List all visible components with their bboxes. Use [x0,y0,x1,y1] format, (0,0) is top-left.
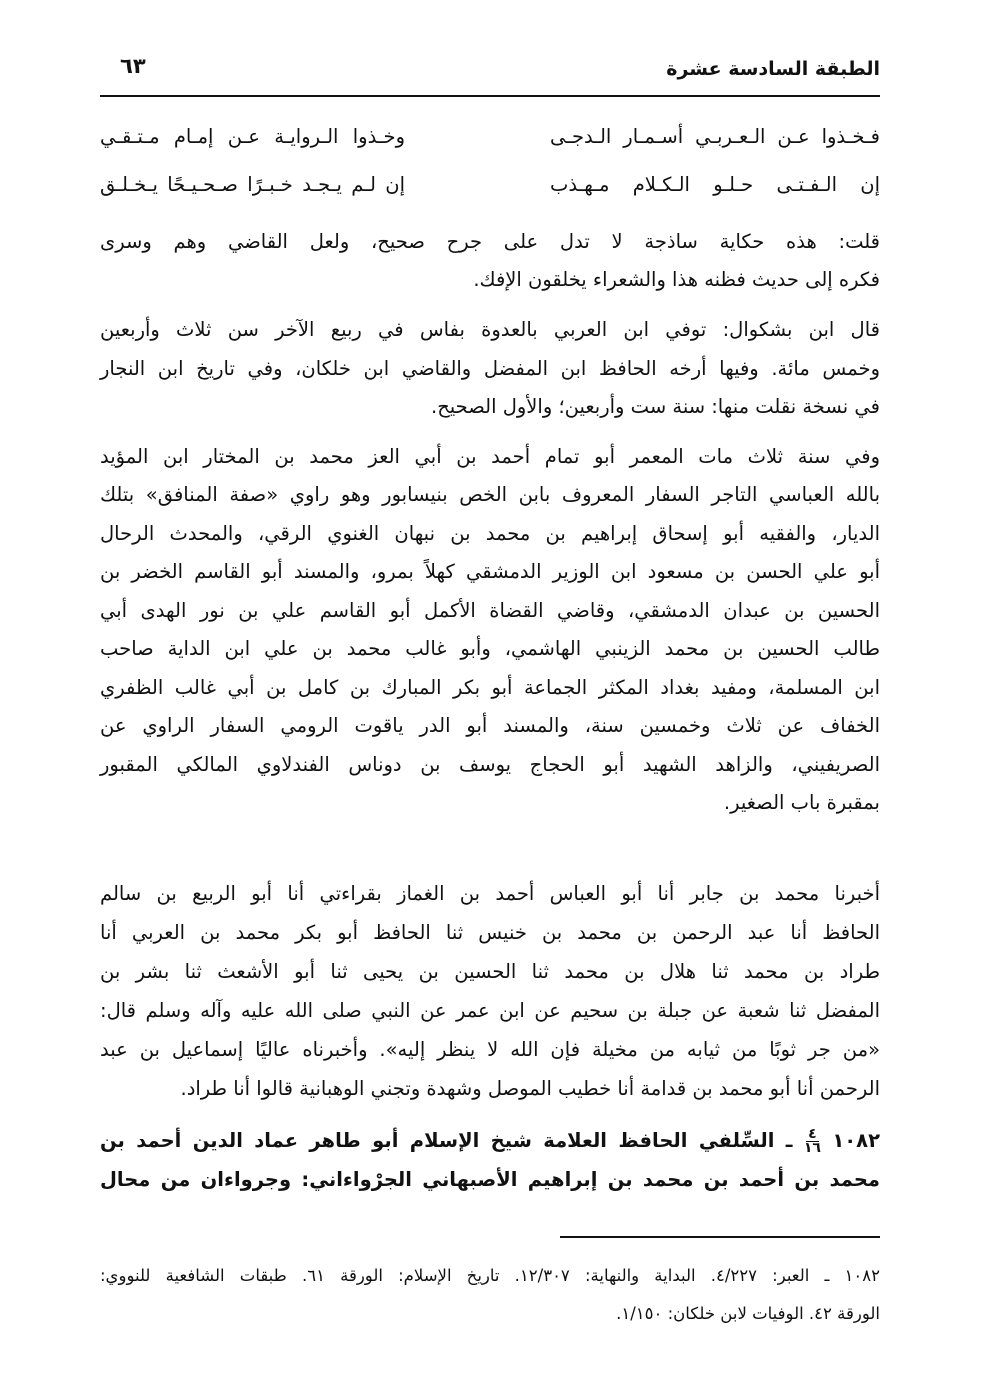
paragraph-3-line: بالله العباسي التاجر السفار المعروف بابن الخص بنيسابور وهو راوي «صفة المنافق» بتلك [100,483,880,506]
entry-number: ١٠٨٢ [832,1129,880,1152]
paragraph-3-line: بمقبرة باب الصغير. [723,791,880,814]
entry-fraction [804,1128,821,1155]
entry-title: ـ السِّلفي الحافظ العلامة شيخ الإسلام أبو طاهر عماد الدين أحمد بن [100,1129,793,1152]
paragraph-3-line: الحسين بن عبدان الدمشقي، وقاضي القضاة الأكمل أبو القاسم علي بن نور الهدى أبي [100,599,880,622]
header-rule [100,95,880,97]
paragraph-3-line: طالب الحسين بن محمد الزينبي الهاشمي، وأبو غالب محمد بن علي ابن الداية صاحب [100,637,880,660]
entry-heading-line-2: محمد بن أحمد بن محمد بن إبراهيم الأصبهاني الجرْواءاني: وجرواءان من محال [100,1168,880,1191]
paragraph-2-line: قال ابن بشكوال: توفي ابن العربي بالعدوة بفاس في ربيع الآخر سن ثلاث وأربعين [100,318,880,341]
paragraph-4-line: طراد بن محمد ثنا هلال بن محمد ثنا الحسين بن يحيى ثنا أبو الأشعث ثنا بشر بن [100,960,880,983]
paragraph-3-line: الديار، والفقيه أبو إسحاق إبراهيم بن محمد بن نبهان الغنوي الرقي، والمحدث الرحال [100,522,880,545]
paragraph-2-line: وخمس مائة. وفيها أرخه الحافظ ابن المفضل والقاضي ابن خلكان، وفي تاريخ ابن النجار [100,357,880,380]
paragraph-3-line: الخفاف عن ثلاث وخمسين سنة، والمسند أبو الدر ياقوت الرومي السفار الراوي عن [100,714,880,737]
fraction-denominator: ١٦ [803,1140,821,1156]
paragraph-4-line: الرحمن أنا أبو محمد بن قدامة أنا خطيب الموصل وشهدة وتجني الوهبانية قالوا أنا طراد. [180,1077,880,1100]
paragraph-4-line: أخبرنا محمد بن جابر أنا أبو العباس أحمد بن الغماز بقراءتي أنا أبو الربيع بن سالم [100,882,880,905]
paragraph-2-line: في نسخة نقلت منها: سنة ست وأربعين؛ والأول الصحيح. [431,395,880,418]
paragraph-4-line: الحافظ أنا عبد الرحمن بن محمد بن خنيس ثنا الحافظ أبو بكر محمد بن العربي أنا [100,921,880,944]
paragraph-1-line: فكره إلى حديث فظنه هذا والشعراء يخلقون الإفك. [473,268,880,291]
paragraph-3-line: أبو علي الحسن بن مسعود ابن الوزير الدمشقي كهلاً بمرو، والمسند أبو القاسم الخضر بن [100,560,880,583]
footnote-line: ١٠٨٢ ـ العبر: ٤/٢٢٧. البداية والنهاية: ١٢/٣٠٧. تاريخ الإسلام: الورقة ٦١. طبقات الشافعية للنووي: [100,1266,880,1285]
verse-2-first-hemistich: إن الـفـتـى حـلـو الـكـلام مـهـذب [550,173,880,196]
paragraph-1-line: قلت: هذه حكاية ساذجة لا تدل على جرح صحيح، ولعل القاضي وهم وسرى [100,230,880,253]
verse-1-first-hemistich: فـخـذوا عـن الـعـربـي أسـمـار الـدجـى [550,125,880,148]
footnote-rule [560,1236,880,1238]
paragraph-4-line: «من جر ثوبًا من ثيابه من مخيلة فإن الله لا ينظر إليه». وأخبرناه عاليًا إسماعيل بن عبد [100,1038,880,1061]
verse-2-second-hemistich: إن لـم يـجـد خـبـرًا صـحـيـحًا يـخـلـق [100,173,405,196]
footnote-line: الورقة ٤٢. الوفيات لابن خلكان: ١/١٥٠. [616,1304,880,1323]
running-header [100,50,880,86]
paragraph-3-line: ابن المسلمة، ومفيد بغداد المكثر الجماعة أبو بكر المبارك بن كامل بن أبي غالب الظفري [100,676,880,699]
entry-heading-line-1 [100,1128,880,1155]
page-number: ٦٣ [120,54,146,78]
verse-1-second-hemistich: وخـذوا الـروايـة عـن إمـام مـتـقـي [100,125,405,148]
chapter-title: الطبقة السادسة عشرة [666,58,880,80]
paragraph-3-line: وفي سنة ثلاث مات المعمر أبو تمام أحمد بن أبي العز محمد بن المختار ابن المؤيد [100,445,880,468]
fraction-numerator: ٤ [808,1126,817,1142]
paragraph-3-line: الصريفيني، والزاهد الشهيد أبو الحجاج يوسف بن دوناس الفندلاوي المالكي المقبور [100,753,880,776]
paragraph-4-line: المفضل ثنا شعبة عن جبلة بن سحيم عن ابن عمر عن النبي صلى الله عليه وآله وسلم قال: [100,999,880,1022]
